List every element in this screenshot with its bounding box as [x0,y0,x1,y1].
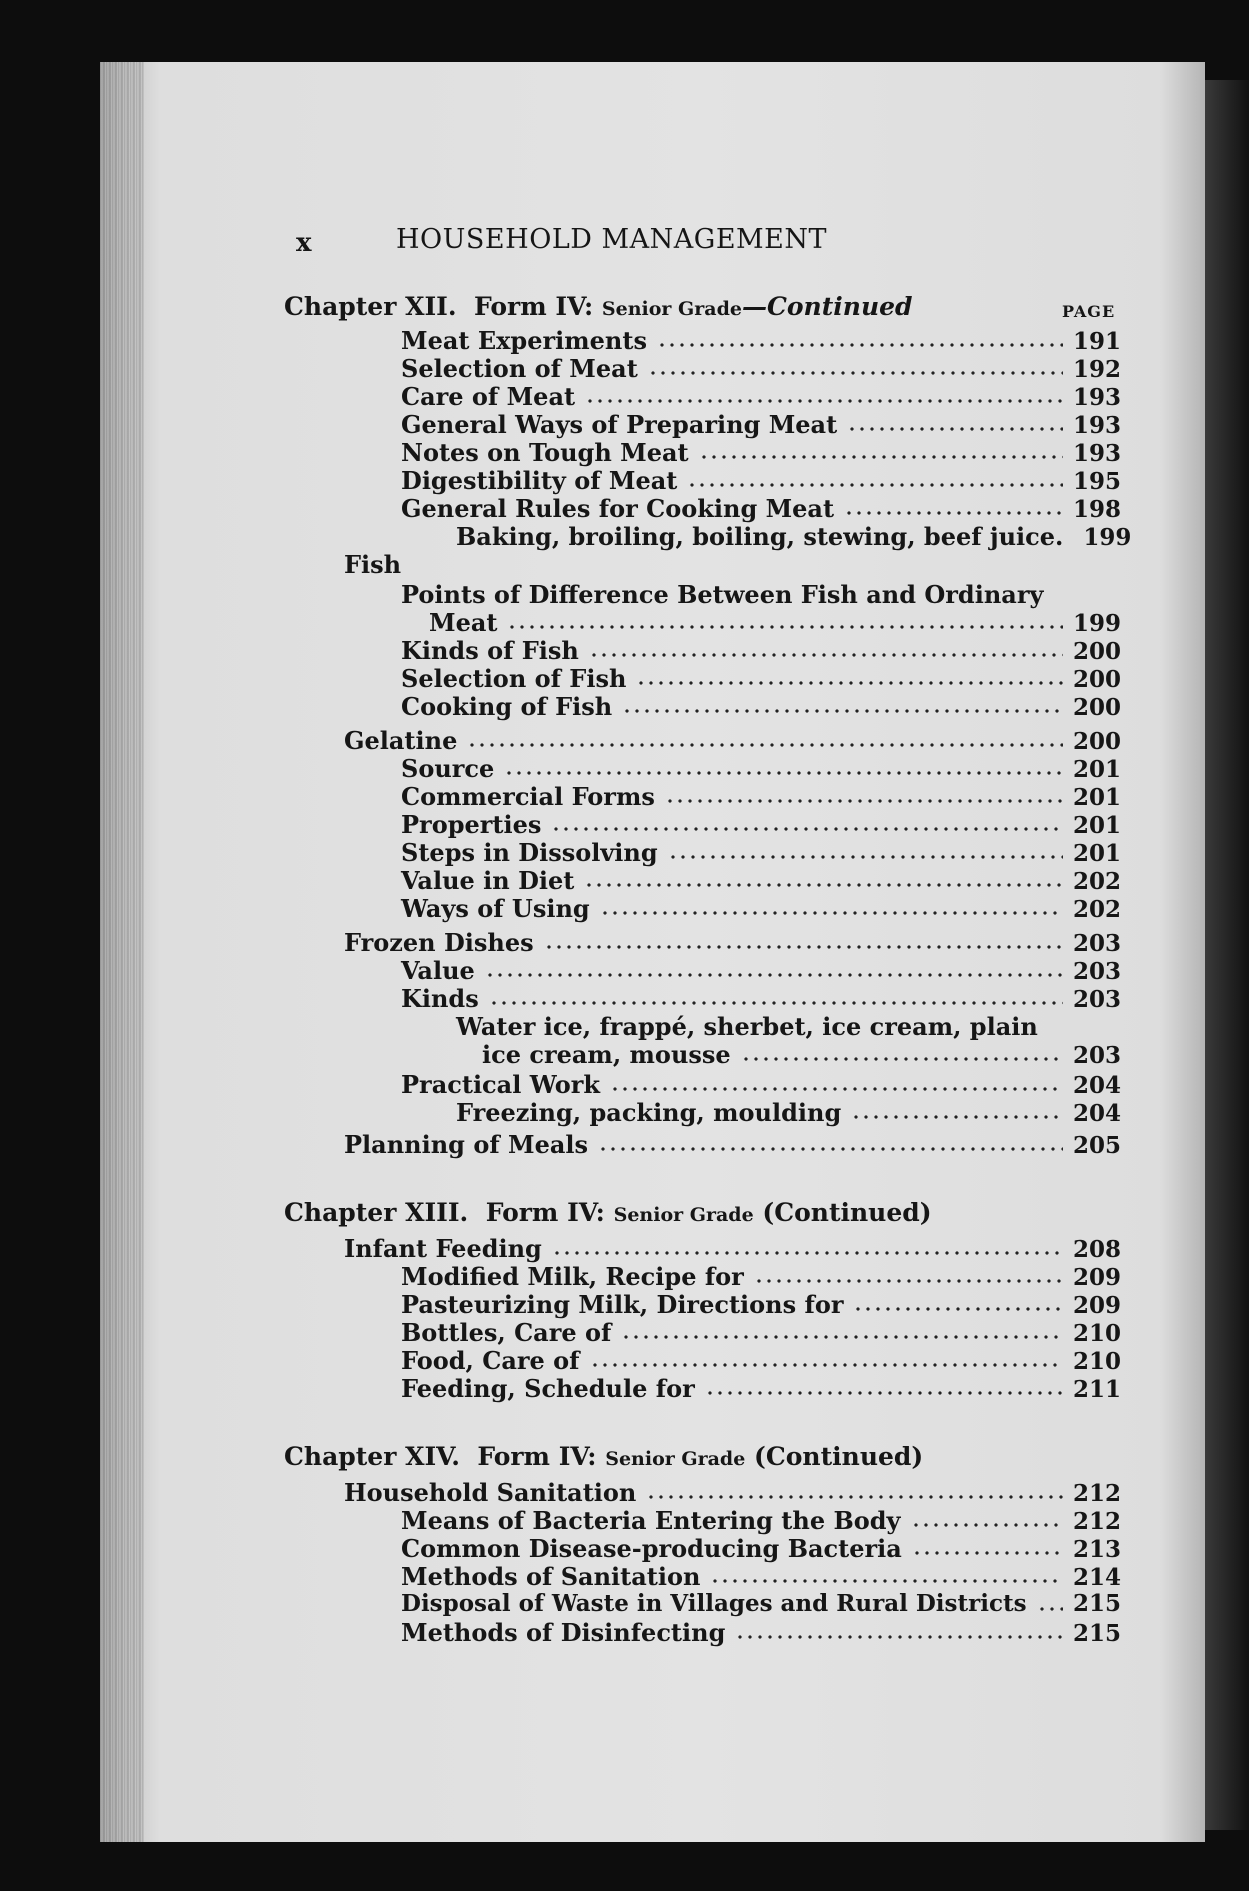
toc-entry-page: 210 [1072,1348,1121,1375]
toc-entry-page: 212 [1072,1508,1121,1535]
toc-entry [401,636,1121,664]
toc-entry [401,1318,1121,1346]
toc-entry-page: 199 [1072,610,1121,637]
toc-entry-title: Meat Experiments [401,326,647,355]
heading-suffix: (Continued) [745,1442,924,1471]
dot-leader [600,911,1063,915]
toc-entry-page: 191 [1072,328,1121,355]
toc-entry-title: Selection of Meat [401,354,638,383]
toc-entry-page: 203 [1072,958,1121,985]
toc-section-title: Fish [344,550,402,579]
dot-leader [735,1635,1063,1639]
toc-section-title: Household Sanitation [344,1478,637,1507]
toc-entry [401,1562,1121,1590]
dot-leader [687,483,1063,487]
dot-leader [636,681,1063,685]
chapter-number: Chapter XII. [284,292,457,321]
toc-entry [401,1590,1121,1618]
toc-entry-title: Properties [401,810,542,839]
toc-entry [401,608,1121,636]
toc-entry [401,1534,1121,1562]
toc-entry-title: Kinds [401,984,479,1013]
toc-entry-page: 195 [1072,468,1121,495]
toc-entry-title: Steps in Dissolving [401,838,658,867]
dot-leader [544,945,1063,949]
toc-entry [401,692,1121,720]
dot-leader [851,1115,1063,1119]
toc-entry-page: 192 [1072,356,1121,383]
toc-entry-page: 209 [1072,1292,1121,1319]
toc-entry [401,326,1121,354]
toc-entry-page: 202 [1072,896,1121,923]
toc-entry-page: 215 [1072,1590,1121,1617]
toc-entry-title: Methods of Disinfecting [401,1618,726,1647]
grade-label: Senior Grade [601,298,742,320]
dot-leader [710,1579,1063,1583]
toc-section-title: Gelatine [344,726,458,755]
toc-entry-page: 201 [1072,756,1121,783]
toc-entry [401,984,1121,1012]
toc-entry-title: General Rules for Cooking Meat [401,494,835,523]
toc-entry-page: 203 [1072,986,1121,1013]
dot-leader [622,709,1063,713]
form-label: Form IV: [485,1198,605,1227]
toc-entry-page: 212 [1072,1480,1121,1507]
running-title: HOUSEHOLD MANAGEMENT [396,224,828,255]
dot-leader [754,1279,1063,1283]
toc-section [344,1234,1121,1262]
toc-entry-title: Pasteurizing Milk, Directions for [401,1290,844,1319]
heading-suffix: (Continued) [753,1198,932,1227]
chapter-heading [284,1198,932,1227]
toc-entry [401,810,1121,838]
toc-section [344,550,401,578]
toc-entry [456,522,1132,551]
toc-entry-title: Feeding, Schedule for [401,1374,695,1403]
toc-section-title: Frozen Dishes [344,928,534,957]
toc-entry-title: Value in Diet [401,866,575,895]
page-header [296,224,1116,264]
form-label: Form IV: [474,292,594,321]
dot-leader [610,1087,1063,1091]
toc-entry [401,382,1121,410]
dot-leader [741,1057,1063,1061]
dot-leader [911,1523,1063,1527]
toc-entry [401,1262,1121,1290]
toc-entry-page: 208 [1072,1236,1121,1263]
toc-entry-page: 200 [1072,728,1121,755]
toc-entry [401,1506,1121,1534]
chapter-number: Chapter XIV. [284,1442,460,1471]
toc-entry-title: Ways of Using [401,894,590,923]
dot-leader [912,1551,1063,1555]
toc-entry [401,866,1121,894]
toc-entry [401,754,1121,782]
toc-entry-page: 199 [1083,524,1132,551]
grade-label: Senior Grade [613,1204,754,1226]
dot-leader [847,427,1063,431]
toc-section [344,928,1121,956]
toc-entry-title: Freezing, packing, moulding [456,1098,842,1127]
toc-entry-page: 198 [1072,496,1121,523]
toc-entry [401,580,1043,608]
dot-leader [699,455,1063,459]
toc-entry-page: 193 [1072,412,1121,439]
toc-entry-page: 201 [1072,812,1121,839]
toc-entry-page: 210 [1072,1320,1121,1347]
toc-entry [401,410,1121,438]
toc-entry-title: ice cream, mousse [482,1040,731,1069]
toc-entry-title: Source [401,754,495,783]
toc-entry [401,438,1121,466]
dot-leader [485,973,1063,977]
toc-entry-page: 213 [1072,1536,1121,1563]
toc-entry [401,1618,1121,1646]
dot-leader [590,1363,1063,1367]
dot-leader [489,1001,1063,1005]
toc-entry-title: Points of Difference Between Fish and Ordinary [401,580,1044,609]
toc-entry-title: General Ways of Preparing Meat [401,410,838,439]
toc-entry-page: 209 [1072,1264,1121,1291]
toc-section-title: Planning of Meals [344,1130,589,1159]
toc-entry-page: 200 [1072,694,1121,721]
dot-leader [551,827,1063,831]
toc-entry [401,1346,1121,1374]
dot-leader [657,343,1063,347]
toc-entry [401,1374,1121,1402]
toc-entry [401,1290,1121,1318]
grade-label: Senior Grade [605,1448,746,1470]
toc-entry-page: 201 [1072,784,1121,811]
dot-leader [589,653,1063,657]
toc-entry-page: 202 [1072,868,1121,895]
dot-leader [1037,1607,1063,1611]
toc-entry [401,664,1121,692]
toc-entry [401,956,1121,984]
toc-entry-title: Means of Bacteria Entering the Body [401,1506,901,1535]
toc-entry-title: Notes on Tough Meat [401,438,689,467]
page-column-label: PAGE [1062,302,1116,321]
chapter-heading [284,292,913,321]
toc-entry-title: Digestibility of Meat [401,466,678,495]
toc-entry-page: 214 [1072,1564,1121,1591]
chapter-number: Chapter XIII. [284,1198,469,1227]
toc-entry-page: 205 [1072,1132,1121,1159]
toc-entry-page: 204 [1072,1100,1121,1127]
toc-entry-title: Practical Work [401,1070,600,1099]
toc-entry [456,1098,1121,1126]
dot-leader [853,1307,1063,1311]
toc-entry [401,894,1121,922]
dot-leader [665,799,1063,803]
toc-entry-page: 203 [1072,930,1121,957]
page-folio: x [296,228,312,258]
toc-entry-title: Kinds of Fish [401,636,579,665]
dot-leader [705,1391,1063,1395]
dot-leader [598,1147,1063,1151]
dot-leader [584,883,1063,887]
toc-entry-page: 203 [1072,1042,1121,1069]
toc-section [344,726,1121,754]
toc-entry [456,1040,1121,1068]
toc-entry-title: Cooking of Fish [401,692,613,721]
toc-entry [401,494,1121,522]
toc-entry [401,1070,1121,1098]
dot-leader [648,371,1063,375]
heading-suffix: —Continued [741,292,913,321]
toc-entry-page: 200 [1072,666,1121,693]
dot-leader [507,625,1063,629]
toc-section [344,1130,1121,1158]
toc-section [344,1478,1121,1506]
toc-entry-page: 201 [1072,840,1121,867]
toc-entry-page: 204 [1072,1072,1121,1099]
toc-entry-page: 193 [1072,384,1121,411]
page-edge-shadow [1205,80,1249,1830]
dot-leader [552,1251,1063,1255]
toc-entry-title: Food, Care of [401,1346,580,1375]
dot-leader [844,511,1063,515]
toc-entry-title: Care of Meat [401,382,576,411]
toc-entry-title: Bottles, Care of [401,1318,612,1347]
form-label: Form IV: [477,1442,597,1471]
toc-entry-title: Baking, broiling, boiling, stewing, beef juice. [456,522,1064,551]
dot-leader [646,1495,1063,1499]
dot-leader [467,743,1063,747]
toc-entry-title: Methods of Sanitation [401,1562,701,1591]
toc-entry-page: 215 [1072,1620,1121,1647]
toc-entry-title: Commercial Forms [401,782,655,811]
dot-leader [585,399,1063,403]
toc-entry [401,782,1121,810]
toc-entry-page: 200 [1072,638,1121,665]
toc-entry [401,838,1121,866]
dot-leader [621,1335,1063,1339]
toc-entry [456,1012,1038,1040]
toc-entry-title: Common Disease-producing Bacteria [401,1534,902,1563]
toc-entry [401,466,1121,494]
dot-leader [668,855,1063,859]
toc-section-title: Infant Feeding [344,1234,542,1263]
toc-entry-title: Water ice, frappé, sherbet, ice cream, plain [456,1012,1038,1041]
toc-entry-title: Value [401,956,475,985]
dot-leader [504,771,1063,775]
toc-entry-page: 193 [1072,440,1121,467]
chapter-heading [284,1442,923,1471]
toc-entry-title: Modified Milk, Recipe for [401,1262,744,1291]
page-gutter [100,62,144,1842]
toc-entry-title: Disposal of Waste in Villages and Rural Districts [401,1590,1027,1617]
toc-entry-title: Meat [429,608,498,637]
toc-entry-page: 211 [1072,1376,1121,1403]
toc-entry-title: Selection of Fish [401,664,627,693]
toc-entry [401,354,1121,382]
